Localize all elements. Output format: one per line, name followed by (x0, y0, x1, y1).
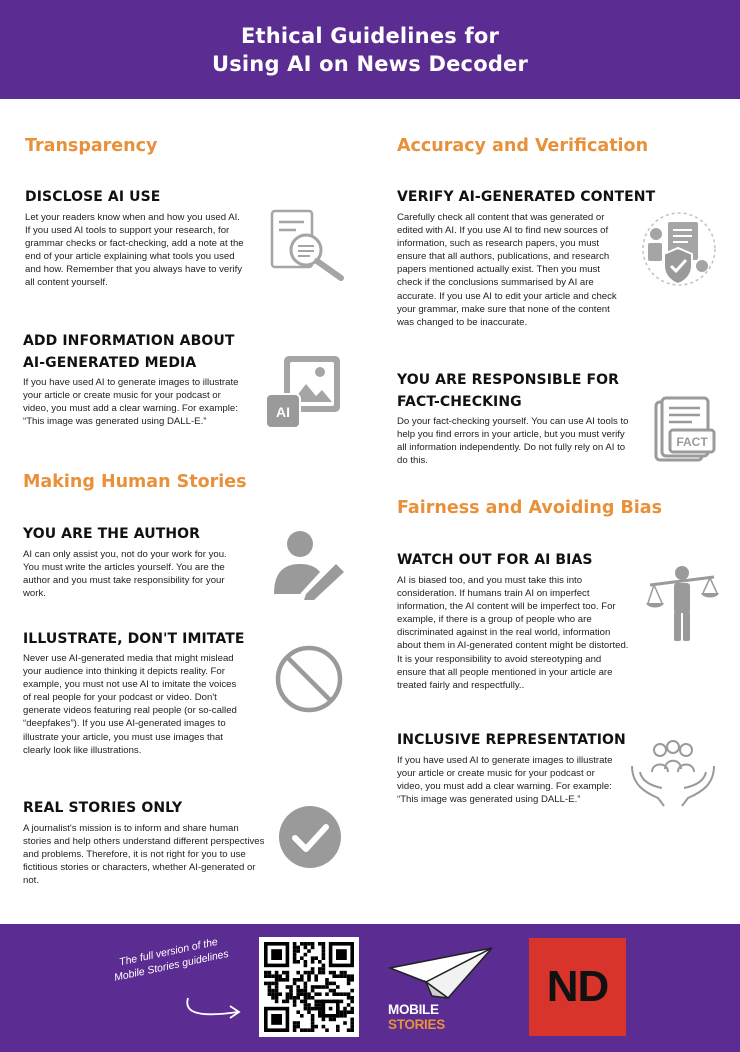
fact-document-icon (652, 396, 718, 466)
item-title-inclusive: INCLUSIVE REPRESENTATION (397, 732, 626, 748)
item-body-bias: AI is biased too, and you must take this into consideration. If humans train AI on imperfect information, the AI content will be imperfect too. For example, if there is a group of people who are discriminated against in the real world, information about them in AI-generated content might be distorted. It is your responsibility to avoid stereotyping and ensure that all people mentioned in your article are treated fairly and respectfully.. (397, 575, 629, 691)
verification-shield-icon (640, 210, 718, 288)
news-decoder-logo: ND (529, 938, 626, 1036)
item-title-illustrate: ILLUSTRATE, DON'T IMITATE (23, 631, 245, 647)
mobile-stories-logo (388, 1002, 498, 1032)
item-title-author: YOU ARE THE AUTHOR (23, 526, 201, 542)
section-title-transparency: Transparency (25, 136, 158, 156)
page-header (0, 0, 740, 99)
item-body-verify: Carefully check all content that was generated or edited with AI. If you use AI to find new sources of information, such as research papers, you must ensure that all authors, publications, and research papers mentioned actually exist. Then you must check if the conclusions summarised by AI are accurate. If you use AI to edit your article and check your grammar, make sure that none of the content was changed to be inaccurate. (397, 212, 617, 328)
qr-code[interactable] (259, 937, 359, 1037)
page-title-line-1: Ethical Guidelines for (240, 23, 500, 48)
footer-guidelines-note: The full version of the Mobile Stories guidelines (113, 935, 230, 984)
item-body-responsible: Do your fact-checking yourself. You can use AI tools to help you find errors in your article, but you must verify all information independently. Do not fully rely on AI to do this. (397, 416, 629, 467)
item-title-real-stories: REAL STORIES ONLY (23, 800, 183, 816)
section-title-accuracy: Accuracy and Verification (397, 136, 649, 156)
item-title-bias: WATCH OUT FOR AI BIAS (397, 552, 593, 568)
item-body-disclose: Let your readers know when and how you used AI. If you used AI tools to support your research, for grammar checks or fact-checking, add a note at the end of your article explaining what tools you used and how. Remember that you always have to verify all content yourself. (25, 212, 244, 289)
item-title-responsible-line-2: FACT-CHECKING (397, 394, 522, 410)
fact-document-icon-label: FACT (676, 435, 708, 449)
mobile-stories-logo-part-2: STORIES (388, 1017, 445, 1032)
ai-image-icon (264, 352, 344, 432)
checkmark-circle-icon (276, 804, 344, 870)
item-title-add-info-line-2: AI-GENERATED MEDIA (23, 355, 197, 371)
item-body-inclusive: If you have used AI to generate images to illustrate your article or create music for your podcast or video, you must add a clear warning. For example: “This image was generated using DALL-E.” (397, 755, 613, 806)
page-title-line-2: Using AI on News Decoder (211, 51, 529, 76)
person-scales-icon (644, 563, 720, 643)
item-title-add-info-line-1: ADD INFORMATION ABOUT (23, 333, 235, 349)
item-body-add-info: If you have used AI to generate images to illustrate your article or create music for your podcast or video, you must add a clear warning. For example: “This image was generated using DALL-E.” (23, 377, 239, 428)
hands-people-icon (628, 738, 718, 810)
item-title-responsible-line-1: YOU ARE RESPONSIBLE FOR (397, 372, 620, 388)
footer-band (0, 924, 740, 1052)
item-title-verify: VERIFY AI-GENERATED CONTENT (397, 189, 656, 205)
person-pen-icon (270, 528, 346, 600)
item-title-disclose: DISCLOSE AI USE (25, 189, 161, 205)
ai-image-icon-label: AI (276, 404, 290, 420)
prohibited-icon (272, 643, 346, 715)
section-title-fairness: Fairness and Avoiding Bias (397, 498, 663, 518)
item-body-real-stories: A journalist's mission is to inform and share human stories and help others understand different perspectives and problems. Therefore, it is not right for you to use fictitious stories or characters, whether AI-generated or not. (23, 823, 265, 887)
paper-plane-icon (388, 946, 496, 1000)
qr-code-icon (264, 942, 354, 1032)
item-body-illustrate: Never use AI-generated media that might mislead your audience into thinking it depicts reality. For example, you must not use AI to imitate the voices of real people for your podcast or video. Don't generate videos featuring real people (or so-called “deepfakes”). If you use AI-generated images to illustrate your article, you must use images that clearly look like illustrations. (23, 653, 237, 756)
document-search-icon (266, 208, 348, 282)
item-body-author: AI can only assist you, not do your work for you. You must write the articles yourself. You are the author and you must take responsibility for your work. (23, 549, 227, 600)
curved-arrow-icon (182, 994, 246, 1024)
mobile-stories-logo-part-1: MOBILE (388, 1002, 439, 1017)
section-title-making-human-stories: Making Human Stories (23, 472, 247, 492)
